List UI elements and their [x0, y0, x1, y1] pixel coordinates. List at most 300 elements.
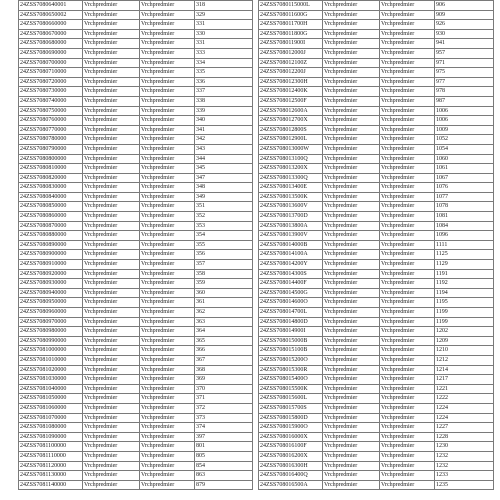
table-row — [19, 106, 253, 116]
table-row — [259, 442, 494, 452]
item-code: 24ZSS7081080000 — [19, 423, 83, 433]
item-number: 370 — [195, 384, 253, 394]
item-category: Vrchpredmier — [380, 355, 435, 365]
table-row — [19, 451, 253, 461]
item-name: Vrchpredmier — [323, 20, 380, 30]
item-number: 344 — [195, 154, 253, 164]
item-code: 24ZSS708013600V — [259, 202, 323, 212]
item-name: Vrchpredmier — [83, 480, 140, 490]
item-code: 24ZSS7080760000 — [19, 116, 83, 126]
item-code: 24ZSS708014900I — [259, 327, 323, 337]
table-row — [259, 480, 494, 490]
item-name: Vrchpredmier — [83, 135, 140, 145]
table-row — [19, 317, 253, 327]
item-name: Vrchpredmier — [323, 173, 380, 183]
item-name: Vrchpredmier — [323, 250, 380, 260]
table-row — [19, 221, 253, 231]
item-category: Vrchpredmier — [380, 164, 435, 174]
item-number: 362 — [195, 308, 253, 318]
item-category: Vrchpredmier — [380, 221, 435, 231]
item-name: Vrchpredmier — [323, 135, 380, 145]
item-number: 971 — [435, 58, 494, 68]
item-name: Vrchpredmier — [323, 471, 380, 481]
item-code: 24ZSS7081070000 — [19, 413, 83, 423]
table-row — [259, 29, 494, 39]
table-row — [19, 164, 253, 174]
item-number: 373 — [195, 413, 253, 423]
left-table-body — [19, 1, 253, 490]
table-row — [259, 308, 494, 318]
table-row — [19, 442, 253, 452]
table-row — [19, 87, 253, 97]
table-row — [259, 154, 494, 164]
item-name: Vrchpredmier — [323, 77, 380, 87]
item-name: Vrchpredmier — [323, 202, 380, 212]
item-name: Vrchpredmier — [323, 355, 380, 365]
table-row — [259, 144, 494, 154]
item-number: 1224 — [435, 403, 494, 413]
item-name: Vrchpredmier — [83, 10, 140, 20]
item-code: 24ZSS7080810000 — [19, 164, 83, 174]
item-number: 335 — [195, 68, 253, 78]
table-row — [259, 77, 494, 87]
item-category: Vrchpredmier — [140, 260, 195, 270]
item-number: 1202 — [435, 327, 494, 337]
table-row — [259, 288, 494, 298]
left-table — [18, 0, 253, 490]
item-category: Vrchpredmier — [380, 125, 435, 135]
item-number: 357 — [195, 260, 253, 270]
table-row — [19, 355, 253, 365]
item-code: 24ZSS7081110000 — [19, 451, 83, 461]
item-code: 24ZSS7081140000 — [19, 480, 83, 490]
item-name: Vrchpredmier — [323, 68, 380, 78]
item-code: 24ZSS708015200O — [259, 355, 323, 365]
item-number: 337 — [195, 87, 253, 97]
item-number: 349 — [195, 192, 253, 202]
table-row — [19, 394, 253, 404]
item-code: 24ZSS7080640001 — [19, 1, 83, 11]
table-row — [259, 135, 494, 145]
item-category: Vrchpredmier — [380, 77, 435, 87]
item-code: 24ZSS708011600G — [259, 10, 323, 20]
item-category: Vrchpredmier — [140, 480, 195, 490]
item-code: 24ZSS7080660000 — [19, 20, 83, 30]
item-name: Vrchpredmier — [323, 106, 380, 116]
table-row — [19, 116, 253, 126]
item-category: Vrchpredmier — [140, 164, 195, 174]
item-name: Vrchpredmier — [323, 269, 380, 279]
table-row — [19, 432, 253, 442]
right-table — [258, 0, 494, 490]
item-code: 24ZSS708013500K — [259, 192, 323, 202]
item-category: Vrchpredmier — [140, 202, 195, 212]
item-code: 24ZSS708014500G — [259, 288, 323, 298]
item-code: 24ZSS7080950000 — [19, 298, 83, 308]
table-row — [19, 68, 253, 78]
item-category: Vrchpredmier — [140, 144, 195, 154]
item-category: Vrchpredmier — [140, 173, 195, 183]
item-category: Vrchpredmier — [140, 288, 195, 298]
item-category: Vrchpredmier — [380, 68, 435, 78]
table-row — [259, 403, 494, 413]
item-number: 854 — [195, 461, 253, 471]
item-name: Vrchpredmier — [323, 164, 380, 174]
item-category: Vrchpredmier — [140, 336, 195, 346]
item-code: 24ZSS708016000X — [259, 432, 323, 442]
item-code: 24ZSS708016400Q — [259, 471, 323, 481]
item-name: Vrchpredmier — [323, 432, 380, 442]
item-number: 359 — [195, 279, 253, 289]
item-name: Vrchpredmier — [83, 471, 140, 481]
item-number: 1221 — [435, 384, 494, 394]
item-number: 1129 — [435, 260, 494, 270]
item-code: 24ZSS7080960000 — [19, 308, 83, 318]
item-code: 24ZSS708013400E — [259, 183, 323, 193]
item-name: Vrchpredmier — [323, 442, 380, 452]
item-category: Vrchpredmier — [380, 1, 435, 11]
item-name: Vrchpredmier — [83, 173, 140, 183]
item-category: Vrchpredmier — [140, 442, 195, 452]
item-category: Vrchpredmier — [380, 87, 435, 97]
item-code: 24ZSS708013200X — [259, 164, 323, 174]
item-code: 24ZSS7081090000 — [19, 432, 83, 442]
table-row — [259, 240, 494, 250]
item-number: 1222 — [435, 394, 494, 404]
item-code: 24ZSS708013000W — [259, 144, 323, 154]
item-number: 361 — [195, 298, 253, 308]
item-number: 365 — [195, 336, 253, 346]
item-code: 24ZSS7080750000 — [19, 106, 83, 116]
item-category: Vrchpredmier — [380, 116, 435, 126]
item-number: 1009 — [435, 125, 494, 135]
item-code: 24ZSS708012200J — [259, 68, 323, 78]
item-name: Vrchpredmier — [83, 269, 140, 279]
item-code: 24ZSS708015000B — [259, 336, 323, 346]
item-name: Vrchpredmier — [323, 461, 380, 471]
item-code: 24ZSS7080920000 — [19, 269, 83, 279]
item-code: 24ZSS7080980000 — [19, 327, 83, 337]
item-code: 24ZSS7080770000 — [19, 125, 83, 135]
table-row — [259, 202, 494, 212]
item-name: Vrchpredmier — [323, 1, 380, 11]
item-name: Vrchpredmier — [323, 423, 380, 433]
item-name: Vrchpredmier — [323, 480, 380, 490]
item-number: 355 — [195, 240, 253, 250]
item-category: Vrchpredmier — [380, 317, 435, 327]
item-code: 24ZSS708011800G — [259, 29, 323, 39]
item-code: 24ZSS7080860000 — [19, 212, 83, 222]
item-number: 397 — [195, 432, 253, 442]
item-category: Vrchpredmier — [140, 308, 195, 318]
item-name: Vrchpredmier — [83, 461, 140, 471]
item-number: 339 — [195, 106, 253, 116]
item-code: 24ZSS708012300H — [259, 77, 323, 87]
item-name: Vrchpredmier — [323, 365, 380, 375]
table-row — [19, 173, 253, 183]
item-code: 24ZSS7080880000 — [19, 231, 83, 241]
item-number: 338 — [195, 96, 253, 106]
item-name: Vrchpredmier — [83, 240, 140, 250]
item-number: 347 — [195, 173, 253, 183]
table-row — [19, 192, 253, 202]
item-number: 1060 — [435, 154, 494, 164]
item-number: 351 — [195, 202, 253, 212]
item-code: 24ZSS708012700X — [259, 116, 323, 126]
item-category: Vrchpredmier — [140, 1, 195, 11]
item-code: 24ZSS7081020000 — [19, 365, 83, 375]
table-row — [19, 77, 253, 87]
item-name: Vrchpredmier — [83, 336, 140, 346]
table-row — [259, 96, 494, 106]
table-row — [19, 154, 253, 164]
item-category: Vrchpredmier — [140, 135, 195, 145]
table-row — [19, 183, 253, 193]
item-number: 358 — [195, 269, 253, 279]
item-number: 345 — [195, 164, 253, 174]
item-code: 24ZSS708014000B — [259, 240, 323, 250]
item-number: 926 — [435, 20, 494, 30]
table-row — [259, 125, 494, 135]
item-category: Vrchpredmier — [140, 327, 195, 337]
item-category: Vrchpredmier — [380, 451, 435, 461]
item-category: Vrchpredmier — [140, 212, 195, 222]
item-code: 24ZSS708012000J — [259, 48, 323, 58]
item-code: 24ZSS708012400K — [259, 87, 323, 97]
item-name: Vrchpredmier — [323, 212, 380, 222]
item-category: Vrchpredmier — [380, 29, 435, 39]
item-name: Vrchpredmier — [83, 317, 140, 327]
item-name: Vrchpredmier — [323, 29, 380, 39]
item-category: Vrchpredmier — [140, 298, 195, 308]
item-name: Vrchpredmier — [323, 10, 380, 20]
item-category: Vrchpredmier — [380, 202, 435, 212]
item-number: 1084 — [435, 221, 494, 231]
item-number: 318 — [195, 1, 253, 11]
table-row — [19, 29, 253, 39]
item-category: Vrchpredmier — [380, 154, 435, 164]
item-code: 24ZSS7080990000 — [19, 336, 83, 346]
item-number: 336 — [195, 77, 253, 87]
item-code: 24ZSS708013300Q — [259, 173, 323, 183]
item-category: Vrchpredmier — [380, 423, 435, 433]
table-row — [259, 365, 494, 375]
item-category: Vrchpredmier — [380, 384, 435, 394]
table-row — [259, 260, 494, 270]
table-row — [259, 269, 494, 279]
table-row — [19, 336, 253, 346]
table-row — [19, 346, 253, 356]
item-number: 1217 — [435, 375, 494, 385]
item-name: Vrchpredmier — [83, 212, 140, 222]
item-code: 24ZSS7080730000 — [19, 87, 83, 97]
item-category: Vrchpredmier — [140, 279, 195, 289]
item-name: Vrchpredmier — [83, 346, 140, 356]
item-category: Vrchpredmier — [380, 135, 435, 145]
item-number: 372 — [195, 403, 253, 413]
item-category: Vrchpredmier — [140, 250, 195, 260]
item-number: 1209 — [435, 336, 494, 346]
item-name: Vrchpredmier — [323, 403, 380, 413]
item-code: 24ZSS7080670000 — [19, 29, 83, 39]
item-code: 24ZSS708015400O — [259, 375, 323, 385]
item-name: Vrchpredmier — [83, 96, 140, 106]
item-name: Vrchpredmier — [323, 231, 380, 241]
item-code: 24ZSS708014800D — [259, 317, 323, 327]
item-category: Vrchpredmier — [380, 260, 435, 270]
item-name: Vrchpredmier — [83, 250, 140, 260]
item-number: 1067 — [435, 173, 494, 183]
table-row — [259, 250, 494, 260]
item-name: Vrchpredmier — [83, 39, 140, 49]
table-row — [19, 480, 253, 490]
item-name: Vrchpredmier — [83, 451, 140, 461]
table-row — [259, 461, 494, 471]
table-row — [19, 375, 253, 385]
item-number: 341 — [195, 125, 253, 135]
table-row — [259, 221, 494, 231]
item-name: Vrchpredmier — [83, 423, 140, 433]
item-name: Vrchpredmier — [323, 394, 380, 404]
item-number: 1096 — [435, 231, 494, 241]
item-number: 1076 — [435, 183, 494, 193]
item-category: Vrchpredmier — [380, 96, 435, 106]
table-row — [259, 58, 494, 68]
table-row — [259, 355, 494, 365]
item-category: Vrchpredmier — [140, 154, 195, 164]
item-code: 24ZSS708012100Z — [259, 58, 323, 68]
table-row — [19, 384, 253, 394]
item-code: 24ZSS7080690000 — [19, 48, 83, 58]
item-code: 24ZSS7080910000 — [19, 260, 83, 270]
table-row — [19, 96, 253, 106]
table-row — [259, 39, 494, 49]
item-code: 24ZSS7081100000 — [19, 442, 83, 452]
table-row — [259, 87, 494, 97]
item-category: Vrchpredmier — [140, 96, 195, 106]
item-category: Vrchpredmier — [380, 10, 435, 20]
item-number: 1228 — [435, 432, 494, 442]
item-name: Vrchpredmier — [83, 87, 140, 97]
item-category: Vrchpredmier — [140, 346, 195, 356]
item-code: 24ZSS7081040000 — [19, 384, 83, 394]
item-category: Vrchpredmier — [140, 77, 195, 87]
item-number: 1232 — [435, 451, 494, 461]
item-number: 805 — [195, 451, 253, 461]
item-number: 348 — [195, 183, 253, 193]
item-category: Vrchpredmier — [380, 336, 435, 346]
table-row — [19, 298, 253, 308]
table-row — [19, 471, 253, 481]
item-name: Vrchpredmier — [83, 394, 140, 404]
item-category: Vrchpredmier — [380, 471, 435, 481]
item-code: 24ZSS7081010000 — [19, 355, 83, 365]
item-number: 1052 — [435, 135, 494, 145]
item-code: 24ZSS7080900000 — [19, 250, 83, 260]
item-code: 24ZSS708014700L — [259, 308, 323, 318]
item-category: Vrchpredmier — [140, 58, 195, 68]
table-row — [259, 317, 494, 327]
item-category: Vrchpredmier — [140, 394, 195, 404]
item-name: Vrchpredmier — [323, 288, 380, 298]
item-category: Vrchpredmier — [380, 240, 435, 250]
item-category: Vrchpredmier — [380, 432, 435, 442]
item-number: 1111 — [435, 240, 494, 250]
item-name: Vrchpredmier — [83, 327, 140, 337]
item-number: 879 — [195, 480, 253, 490]
item-name: Vrchpredmier — [83, 279, 140, 289]
table-row — [259, 20, 494, 30]
item-number: 371 — [195, 394, 253, 404]
item-category: Vrchpredmier — [380, 48, 435, 58]
item-name: Vrchpredmier — [323, 336, 380, 346]
item-category: Vrchpredmier — [380, 250, 435, 260]
table-row — [19, 58, 253, 68]
item-number: 975 — [435, 68, 494, 78]
item-number: 909 — [435, 10, 494, 20]
item-name: Vrchpredmier — [323, 221, 380, 231]
item-name: Vrchpredmier — [83, 288, 140, 298]
item-name: Vrchpredmier — [83, 384, 140, 394]
item-name: Vrchpredmier — [83, 413, 140, 423]
item-code: 24ZSS708015800D — [259, 413, 323, 423]
table-row — [19, 10, 253, 20]
table-row — [19, 260, 253, 270]
right-table-body — [259, 1, 494, 490]
item-name: Vrchpredmier — [323, 125, 380, 135]
table-row — [259, 336, 494, 346]
item-number: 1199 — [435, 308, 494, 318]
item-number: 987 — [435, 96, 494, 106]
item-category: Vrchpredmier — [140, 29, 195, 39]
item-number: 1061 — [435, 164, 494, 174]
item-code: 24ZSS708013900V — [259, 231, 323, 241]
item-number: 343 — [195, 144, 253, 154]
item-category: Vrchpredmier — [140, 231, 195, 241]
item-number: 363 — [195, 317, 253, 327]
item-category: Vrchpredmier — [380, 269, 435, 279]
item-category: Vrchpredmier — [140, 375, 195, 385]
item-category: Vrchpredmier — [380, 183, 435, 193]
item-number: 930 — [435, 29, 494, 39]
table-row — [259, 183, 494, 193]
item-number: 353 — [195, 221, 253, 231]
item-category: Vrchpredmier — [140, 432, 195, 442]
item-code: 24ZSS7080710000 — [19, 68, 83, 78]
item-name: Vrchpredmier — [323, 308, 380, 318]
table-row — [259, 423, 494, 433]
item-category: Vrchpredmier — [380, 288, 435, 298]
item-code: 24ZSS708013100Q — [259, 154, 323, 164]
item-category: Vrchpredmier — [380, 173, 435, 183]
item-category: Vrchpredmier — [140, 365, 195, 375]
item-name: Vrchpredmier — [83, 58, 140, 68]
item-number: 1006 — [435, 106, 494, 116]
item-number: 352 — [195, 212, 253, 222]
item-category: Vrchpredmier — [380, 39, 435, 49]
item-category: Vrchpredmier — [380, 144, 435, 154]
item-code: 24ZSS708016500A — [259, 480, 323, 490]
item-number: 941 — [435, 39, 494, 49]
table-row — [19, 135, 253, 145]
item-name: Vrchpredmier — [323, 154, 380, 164]
item-number: 1192 — [435, 279, 494, 289]
item-code: 24ZSS7080680000 — [19, 39, 83, 49]
item-number: 863 — [195, 471, 253, 481]
item-name: Vrchpredmier — [83, 221, 140, 231]
item-category: Vrchpredmier — [140, 423, 195, 433]
item-name: Vrchpredmier — [323, 451, 380, 461]
